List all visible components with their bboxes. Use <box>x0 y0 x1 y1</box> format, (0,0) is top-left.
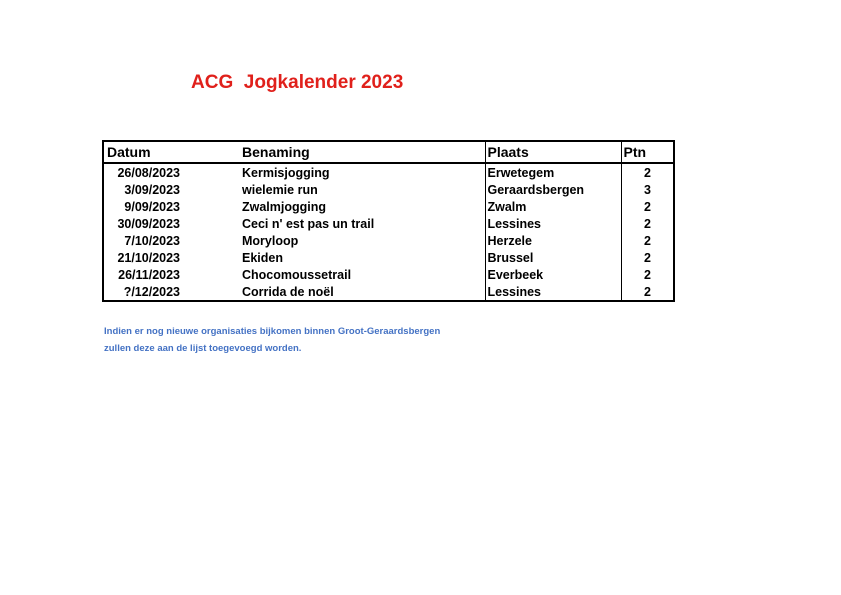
cell-points: 2 <box>621 215 674 232</box>
table-row <box>103 249 674 266</box>
cell-points: 2 <box>621 249 674 266</box>
cell-place: Lessines <box>485 215 621 232</box>
cell-place: Lessines <box>485 283 621 301</box>
cell-place: Erwetegem <box>485 163 621 181</box>
cell-date: 26/11/2023 <box>118 267 180 282</box>
cell-date: 7/10/2023 <box>124 233 180 248</box>
column-header-place: Plaats <box>485 141 621 163</box>
page-title: ACG Jogkalender 2023 <box>191 72 404 93</box>
cell-name: Zwalmjogging <box>242 199 327 214</box>
cell-name: Moryloop <box>242 233 299 248</box>
footnote-line-1: Indien er nog nieuwe organisaties bijkomen binnen Groot-Geraardsbergen <box>104 326 441 337</box>
cell-name: Ceci n' est pas un trail <box>242 216 375 231</box>
cell-points: 2 <box>621 163 674 181</box>
cell-date: 21/10/2023 <box>117 250 180 265</box>
column-header-points: Ptn <box>621 141 674 163</box>
table-row <box>103 198 674 215</box>
cell-points: 2 <box>621 283 674 301</box>
table-row <box>103 215 674 232</box>
cell-place: Everbeek <box>485 266 621 283</box>
table-row <box>103 266 674 283</box>
column-header-name: Benaming <box>189 141 485 163</box>
cell-date: 30/09/2023 <box>117 216 180 231</box>
cell-name: Kermisjogging <box>242 165 330 180</box>
table-row <box>103 181 674 198</box>
cell-place: Herzele <box>485 232 621 249</box>
cell-date: 3/09/2023 <box>124 182 180 197</box>
cell-date: 26/08/2023 <box>117 165 180 180</box>
table-row <box>103 283 674 301</box>
cell-name: Chocomoussetrail <box>242 267 352 282</box>
table-row <box>103 232 674 249</box>
footnote <box>104 323 440 357</box>
cell-place: Brussel <box>485 249 621 266</box>
cell-points: 2 <box>621 232 674 249</box>
cell-name: Corrida de noël <box>242 284 334 299</box>
cell-date: ?/12/2023 <box>123 284 180 299</box>
calendar-table <box>102 140 675 302</box>
cell-name: Ekiden <box>242 250 283 265</box>
cell-points: 3 <box>621 181 674 198</box>
cell-place: Geraardsbergen <box>485 181 621 198</box>
cell-points: 2 <box>621 198 674 215</box>
column-header-date: Datum <box>103 141 189 163</box>
cell-place: Zwalm <box>485 198 621 215</box>
cell-name: wielemie run <box>242 182 318 197</box>
table-row <box>103 163 674 181</box>
footnote-line-2: zullen deze aan de lijst toegevoegd worden. <box>104 343 302 354</box>
cell-date: 9/09/2023 <box>124 199 180 214</box>
table-header-row <box>103 141 674 163</box>
cell-points: 2 <box>621 266 674 283</box>
